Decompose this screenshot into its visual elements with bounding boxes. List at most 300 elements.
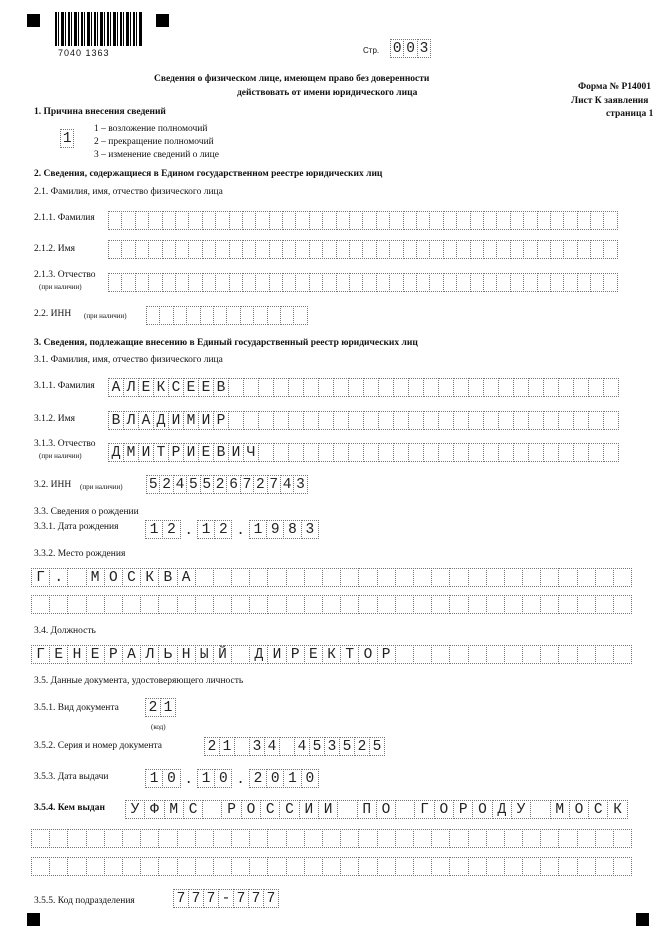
patronymic-note: (при наличии) bbox=[39, 452, 82, 460]
char-cell: М bbox=[86, 568, 105, 587]
char-cell bbox=[86, 595, 105, 614]
char-cell bbox=[423, 443, 439, 462]
char-cell bbox=[140, 829, 159, 848]
patronymic-cells[interactable] bbox=[108, 443, 618, 462]
inn-label: 3.2. ИНН bbox=[34, 480, 72, 490]
char-cell bbox=[468, 568, 487, 587]
position-label: 3.4. Должность bbox=[34, 626, 96, 636]
char-cell bbox=[243, 411, 259, 430]
char-cell bbox=[234, 737, 250, 756]
char-cell bbox=[362, 240, 376, 259]
char-cell bbox=[104, 829, 123, 848]
char-cell bbox=[104, 595, 123, 614]
char-cell bbox=[449, 829, 468, 848]
char-cell bbox=[528, 443, 544, 462]
char-cell bbox=[304, 857, 323, 876]
old-patronymic-note: (при наличии) bbox=[39, 283, 82, 291]
char-cell bbox=[443, 211, 457, 230]
birth-place-cells-row1[interactable] bbox=[31, 568, 631, 587]
issue-date-cells[interactable] bbox=[145, 769, 318, 788]
char-cell: Е bbox=[49, 645, 68, 664]
char-cell bbox=[286, 595, 305, 614]
section3-subtitle: 3.1. Фамилия, имя, отчество физического лица bbox=[34, 355, 223, 365]
char-cell bbox=[483, 378, 499, 397]
char-cell bbox=[431, 857, 450, 876]
char-cell bbox=[202, 211, 216, 230]
char-cell bbox=[340, 568, 359, 587]
issued-by-cells-row1[interactable] bbox=[125, 800, 627, 819]
char-cell bbox=[258, 411, 274, 430]
char-cell bbox=[522, 645, 541, 664]
char-cell bbox=[504, 595, 523, 614]
char-cell: 2 bbox=[253, 475, 267, 494]
char-cell bbox=[279, 737, 295, 756]
char-cell bbox=[543, 411, 559, 430]
char-cell bbox=[377, 595, 396, 614]
char-cell bbox=[573, 443, 589, 462]
char-cell: 7 bbox=[267, 475, 281, 494]
doc-type-note: (код) bbox=[151, 723, 166, 731]
char-cell bbox=[318, 443, 334, 462]
char-cell bbox=[403, 211, 417, 230]
char-cell bbox=[395, 568, 414, 587]
char-cell: Д bbox=[153, 411, 169, 430]
char-cell: 0 bbox=[301, 769, 319, 788]
doc-type-cells[interactable] bbox=[145, 698, 175, 717]
date-separator: . bbox=[184, 772, 193, 788]
char-cell bbox=[158, 595, 177, 614]
page-text: страница 1 bbox=[606, 109, 654, 119]
char-cell bbox=[613, 595, 632, 614]
char-cell bbox=[595, 857, 614, 876]
char-cell: В bbox=[213, 378, 229, 397]
char-cell bbox=[273, 378, 289, 397]
char-cell: 7 bbox=[173, 889, 189, 908]
registration-mark-top-right bbox=[156, 14, 169, 27]
char-cell bbox=[540, 829, 559, 848]
char-cell bbox=[558, 829, 577, 848]
char-cell bbox=[603, 240, 617, 259]
char-cell: 7 bbox=[263, 889, 279, 908]
char-cell bbox=[177, 829, 196, 848]
char-cell bbox=[523, 273, 537, 292]
char-cell bbox=[195, 595, 214, 614]
char-cell bbox=[243, 378, 259, 397]
char-cell bbox=[395, 800, 415, 819]
char-cell: 5 bbox=[200, 475, 214, 494]
char-cell: В bbox=[158, 568, 177, 587]
char-cell bbox=[449, 857, 468, 876]
char-cell bbox=[200, 306, 214, 325]
char-cell bbox=[613, 645, 632, 664]
char-cell: Л bbox=[140, 645, 159, 664]
old-surname-label: 2.1.1. Фамилия bbox=[34, 213, 95, 223]
old-patronymic-cells[interactable] bbox=[108, 273, 617, 292]
char-cell bbox=[175, 240, 189, 259]
char-cell: О bbox=[434, 800, 454, 819]
char-cell bbox=[86, 829, 105, 848]
char-cell bbox=[523, 211, 537, 230]
char-cell bbox=[242, 273, 256, 292]
char-cell: Н bbox=[67, 645, 86, 664]
reason-option-1: 1 – возложение полномочий bbox=[94, 124, 208, 134]
char-cell bbox=[456, 211, 470, 230]
char-cell: 2 bbox=[162, 520, 180, 539]
char-cell: 9 bbox=[266, 520, 284, 539]
char-cell: М bbox=[164, 800, 184, 819]
char-cell bbox=[282, 240, 296, 259]
char-cell: Т bbox=[153, 443, 169, 462]
char-cell: 1 bbox=[219, 737, 235, 756]
old-inn-cells[interactable] bbox=[146, 306, 307, 325]
char-cell: 2 bbox=[213, 475, 227, 494]
char-cell bbox=[378, 411, 394, 430]
char-cell: 0 bbox=[390, 39, 404, 58]
char-cell: Ь bbox=[158, 645, 177, 664]
char-cell bbox=[431, 829, 450, 848]
char-cell: Т bbox=[340, 645, 359, 664]
char-cell bbox=[429, 211, 443, 230]
issue-date-label: 3.5.3. Дата выдачи bbox=[34, 772, 109, 782]
char-cell bbox=[510, 273, 524, 292]
char-cell bbox=[333, 443, 349, 462]
char-cell: С bbox=[260, 800, 280, 819]
char-cell bbox=[438, 411, 454, 430]
char-cell bbox=[377, 568, 396, 587]
char-cell bbox=[293, 306, 307, 325]
char-cell: 2 bbox=[249, 769, 267, 788]
old-name-cells[interactable] bbox=[108, 240, 617, 259]
char-cell bbox=[121, 240, 135, 259]
char-cell bbox=[550, 273, 564, 292]
char-cell: Д bbox=[249, 645, 268, 664]
char-cell bbox=[67, 595, 86, 614]
birth-place-cells-row2[interactable] bbox=[31, 595, 631, 614]
char-cell bbox=[498, 411, 514, 430]
char-cell bbox=[389, 211, 403, 230]
char-cell bbox=[303, 443, 319, 462]
char-cell: Г bbox=[31, 645, 50, 664]
char-cell bbox=[240, 306, 254, 325]
char-cell bbox=[31, 829, 50, 848]
char-cell: У bbox=[511, 800, 531, 819]
char-cell bbox=[603, 273, 617, 292]
char-cell: 1 bbox=[197, 769, 215, 788]
char-cell bbox=[603, 211, 617, 230]
char-cell: Д bbox=[492, 800, 512, 819]
char-cell: О bbox=[376, 800, 396, 819]
char-cell bbox=[122, 829, 141, 848]
char-cell: Л bbox=[123, 378, 139, 397]
char-cell bbox=[377, 857, 396, 876]
char-cell bbox=[295, 211, 309, 230]
doc-number-label: 3.5.2. Серия и номер документа bbox=[34, 741, 162, 751]
char-cell bbox=[213, 857, 232, 876]
char-cell bbox=[177, 595, 196, 614]
char-cell: О bbox=[104, 568, 123, 587]
char-cell bbox=[416, 211, 430, 230]
char-cell bbox=[336, 240, 350, 259]
char-cell bbox=[510, 240, 524, 259]
char-cell bbox=[588, 378, 604, 397]
barcode-number: 7040 1363 bbox=[58, 48, 110, 58]
char-cell: Р bbox=[453, 800, 473, 819]
char-cell bbox=[288, 443, 304, 462]
char-cell bbox=[140, 595, 159, 614]
inn-note: (при наличии) bbox=[80, 483, 123, 491]
char-cell: И bbox=[138, 443, 154, 462]
char-cell bbox=[470, 240, 484, 259]
char-cell bbox=[304, 829, 323, 848]
char-cell bbox=[395, 857, 414, 876]
char-cell bbox=[215, 273, 229, 292]
char-cell bbox=[563, 211, 577, 230]
char-cell bbox=[177, 857, 196, 876]
char-cell: 5 bbox=[309, 737, 325, 756]
char-cell bbox=[358, 829, 377, 848]
char-cell bbox=[540, 595, 559, 614]
char-cell: Р bbox=[286, 645, 305, 664]
char-cell bbox=[231, 568, 250, 587]
char-cell bbox=[416, 240, 430, 259]
char-cell bbox=[438, 378, 454, 397]
char-cell bbox=[195, 857, 214, 876]
char-cell: С bbox=[588, 800, 608, 819]
char-cell bbox=[558, 595, 577, 614]
old-surname-cells[interactable] bbox=[108, 211, 617, 230]
char-cell bbox=[588, 443, 604, 462]
char-cell: К bbox=[153, 378, 169, 397]
char-cell bbox=[483, 240, 497, 259]
char-cell bbox=[486, 857, 505, 876]
char-cell bbox=[349, 211, 363, 230]
char-cell: И bbox=[198, 411, 214, 430]
char-cell bbox=[456, 240, 470, 259]
name-cells[interactable] bbox=[108, 411, 618, 430]
char-cell bbox=[449, 645, 468, 664]
char-cell bbox=[468, 595, 487, 614]
char-cell bbox=[613, 829, 632, 848]
char-cell bbox=[413, 568, 432, 587]
char-cell: К bbox=[607, 800, 627, 819]
char-cell: Е bbox=[198, 443, 214, 462]
char-cell bbox=[249, 595, 268, 614]
char-cell bbox=[413, 857, 432, 876]
char-cell bbox=[108, 240, 122, 259]
char-cell bbox=[337, 800, 357, 819]
char-cell: М bbox=[550, 800, 570, 819]
char-cell bbox=[348, 411, 364, 430]
char-cell: 2 bbox=[354, 737, 370, 756]
surname-cells[interactable] bbox=[108, 378, 618, 397]
char-cell bbox=[336, 211, 350, 230]
char-cell bbox=[140, 857, 159, 876]
char-cell bbox=[468, 443, 484, 462]
char-cell bbox=[148, 240, 162, 259]
char-cell: 7 bbox=[203, 889, 219, 908]
document-title: 3.5. Данные документа, удостоверяющего личность bbox=[34, 676, 244, 686]
char-cell bbox=[498, 443, 514, 462]
char-cell bbox=[202, 240, 216, 259]
char-cell bbox=[443, 273, 457, 292]
char-cell bbox=[483, 211, 497, 230]
char-cell bbox=[393, 378, 409, 397]
char-cell bbox=[496, 240, 510, 259]
char-cell bbox=[504, 829, 523, 848]
char-cell: Е bbox=[304, 645, 323, 664]
old-patronymic-label: 2.1.3. Отчество bbox=[34, 270, 96, 280]
char-cell bbox=[537, 240, 551, 259]
char-cell bbox=[577, 273, 591, 292]
char-cell bbox=[470, 273, 484, 292]
char-cell: С bbox=[122, 568, 141, 587]
char-cell bbox=[449, 568, 468, 587]
char-cell: 7 bbox=[248, 889, 264, 908]
char-cell bbox=[522, 829, 541, 848]
char-cell bbox=[603, 378, 619, 397]
char-cell: 0 bbox=[266, 769, 284, 788]
char-cell bbox=[363, 378, 379, 397]
char-cell bbox=[522, 595, 541, 614]
char-cell: - bbox=[218, 889, 234, 908]
char-cell bbox=[513, 443, 529, 462]
char-cell: 5 bbox=[339, 737, 355, 756]
division-code-cells[interactable] bbox=[173, 889, 278, 908]
char-cell bbox=[213, 568, 232, 587]
char-cell bbox=[213, 595, 232, 614]
char-cell: Й bbox=[213, 645, 232, 664]
char-cell bbox=[408, 378, 424, 397]
char-cell: Р bbox=[221, 800, 241, 819]
char-cell bbox=[513, 411, 529, 430]
char-cell bbox=[358, 857, 377, 876]
char-cell: 4 bbox=[173, 475, 187, 494]
birth-date-label: 3.3.1. Дата рождения bbox=[34, 522, 119, 532]
char-cell bbox=[322, 240, 336, 259]
name-label: 3.1.2. Имя bbox=[34, 414, 75, 424]
char-cell bbox=[340, 595, 359, 614]
inn-cells[interactable] bbox=[146, 475, 307, 494]
char-cell bbox=[309, 211, 323, 230]
char-cell bbox=[363, 443, 379, 462]
char-cell bbox=[558, 568, 577, 587]
char-cell bbox=[577, 829, 596, 848]
char-cell bbox=[431, 645, 450, 664]
char-cell bbox=[403, 273, 417, 292]
char-cell bbox=[543, 378, 559, 397]
char-cell bbox=[286, 857, 305, 876]
char-cell bbox=[229, 273, 243, 292]
char-cell: А bbox=[177, 568, 196, 587]
form-title-line2: действовать от имени юридического лица bbox=[237, 88, 418, 98]
char-cell bbox=[595, 829, 614, 848]
char-cell bbox=[362, 273, 376, 292]
char-cell: И bbox=[228, 443, 244, 462]
char-cell bbox=[303, 411, 319, 430]
page-label: Стр. bbox=[363, 46, 380, 55]
char-cell bbox=[590, 273, 604, 292]
char-cell bbox=[573, 378, 589, 397]
char-cell bbox=[543, 443, 559, 462]
char-cell bbox=[577, 645, 596, 664]
char-cell: И bbox=[183, 443, 199, 462]
char-cell: Р bbox=[377, 645, 396, 664]
issued-by-cells-row2[interactable] bbox=[31, 829, 631, 848]
date-separator: . bbox=[184, 523, 193, 539]
char-cell: 3 bbox=[324, 737, 340, 756]
reason-code-cell[interactable] bbox=[60, 129, 73, 148]
char-cell: 1 bbox=[145, 520, 163, 539]
char-cell bbox=[336, 273, 350, 292]
issued-by-cells-row3[interactable] bbox=[31, 857, 631, 876]
char-cell bbox=[267, 829, 286, 848]
sheet-label: Лист К заявления bbox=[571, 96, 649, 106]
char-cell bbox=[249, 568, 268, 587]
registration-mark-bottom-right bbox=[636, 913, 649, 926]
char-cell bbox=[282, 273, 296, 292]
char-cell bbox=[122, 857, 141, 876]
char-cell: 2 bbox=[214, 520, 232, 539]
char-cell bbox=[288, 378, 304, 397]
char-cell bbox=[188, 240, 202, 259]
doc-type-label: 3.5.1. Вид документа bbox=[34, 703, 119, 713]
char-cell: 2 bbox=[204, 737, 220, 756]
char-cell: 1 bbox=[249, 520, 267, 539]
form-name: Форма № Р14001 bbox=[578, 82, 652, 92]
birth-date-cells[interactable] bbox=[145, 520, 318, 539]
char-cell: Е bbox=[138, 378, 154, 397]
char-cell bbox=[530, 800, 550, 819]
char-cell bbox=[202, 273, 216, 292]
char-cell bbox=[213, 829, 232, 848]
char-cell bbox=[498, 378, 514, 397]
registration-mark-bottom-left bbox=[27, 913, 40, 926]
char-cell bbox=[186, 306, 200, 325]
char-cell bbox=[395, 829, 414, 848]
char-cell bbox=[158, 829, 177, 848]
char-cell: 4 bbox=[294, 737, 310, 756]
char-cell bbox=[528, 411, 544, 430]
char-cell: Е bbox=[183, 378, 199, 397]
char-cell: 0 bbox=[214, 769, 232, 788]
char-cell bbox=[67, 568, 86, 587]
char-cell bbox=[376, 211, 390, 230]
char-cell bbox=[49, 857, 68, 876]
position-cells[interactable] bbox=[31, 645, 631, 664]
char-cell bbox=[470, 211, 484, 230]
char-cell: 3 bbox=[249, 737, 265, 756]
char-cell bbox=[613, 568, 632, 587]
char-cell: Е bbox=[198, 378, 214, 397]
doc-number-cells[interactable] bbox=[204, 737, 384, 756]
char-cell bbox=[148, 273, 162, 292]
char-cell bbox=[483, 443, 499, 462]
char-cell bbox=[522, 857, 541, 876]
char-cell bbox=[486, 645, 505, 664]
char-cell bbox=[162, 240, 176, 259]
char-cell bbox=[280, 306, 294, 325]
char-cell: 1 bbox=[283, 769, 301, 788]
char-cell bbox=[253, 306, 267, 325]
char-cell bbox=[303, 378, 319, 397]
char-cell bbox=[135, 211, 149, 230]
char-cell bbox=[122, 595, 141, 614]
section2-title: 2. Сведения, содержащиеся в Едином государственном реестре юридических лиц bbox=[34, 169, 383, 179]
char-cell bbox=[453, 411, 469, 430]
char-cell bbox=[468, 378, 484, 397]
char-cell bbox=[273, 411, 289, 430]
barcode bbox=[55, 12, 142, 46]
